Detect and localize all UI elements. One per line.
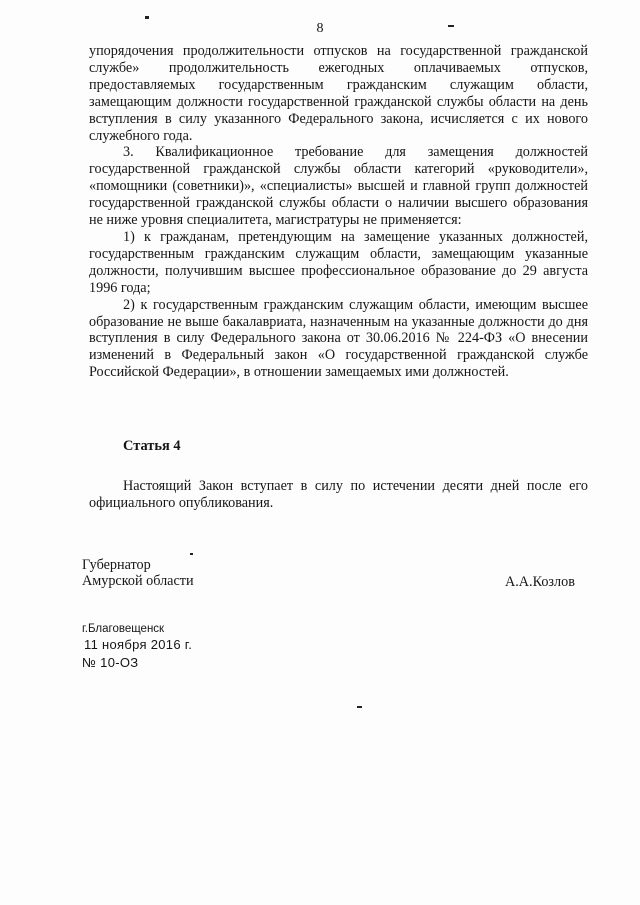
scan-speck: [357, 706, 362, 708]
scan-speck: [190, 553, 193, 555]
paragraph-subitem-2: 2) к государственным гражданским служащим области, имеющим высшее образование не выше бакалавриата, назначенным на указанные должности до дня вступления в силу Федерального закона от 30.06.2016 № 224-ФЗ «О внесении изменений в Федеральный закон «О государственной гражданской службе Российской Федерации», в отношении замещаемых ими должностей.: [89, 296, 588, 381]
signature-title-line2: Амурской области: [82, 573, 194, 589]
article-heading: Статья 4: [123, 438, 181, 454]
signature-title-line1: Губернатор: [82, 557, 151, 573]
signature-name: А.А.Козлов: [505, 574, 575, 590]
final-text: [89, 478, 588, 512]
place-of-signing: г.Благовещенск: [82, 623, 165, 635]
signing-date: 11 ноября 2016 г.: [84, 637, 193, 652]
paragraph-item-3: 3. Квалификационное требование для замещения должностей государственной гражданской службы области категорий «руководители», «помощники (советники)», «специалисты» высшей и главной групп должностей государственной гражданской службы области о наличии высшего образования не ниже уровня специалитета, магистратуры не применяется:: [89, 144, 588, 229]
body-text: [89, 43, 588, 381]
law-number: № 10-ОЗ: [82, 655, 139, 670]
scan-speck: [145, 16, 149, 19]
paragraph-subitem-1: 1) к гражданам, претендующим на замещение указанных должностей, государственным гражданским служащим области, замещающим указанные должности, получившим высшее профессиональное образование до 29 августа 1996 года;: [89, 228, 588, 296]
paragraph-continuation: упорядочения продолжительности отпусков на государственной гражданской службе» продолжительность ежегодных оплачиваемых отпусков, предоставляемых государственным гражданским служащим области, замещающим должности государственной гражданской службы области на день вступления в силу указанного Федерального закона, исчисляется с их нового служебного года.: [89, 43, 588, 144]
paragraph-final: Настоящий Закон вступает в силу по истечении десяти дней после его официального опубликования.: [89, 478, 588, 511]
scan-speck: [448, 25, 454, 27]
page-number: 8: [316, 21, 324, 36]
signature-title: [82, 557, 194, 589]
